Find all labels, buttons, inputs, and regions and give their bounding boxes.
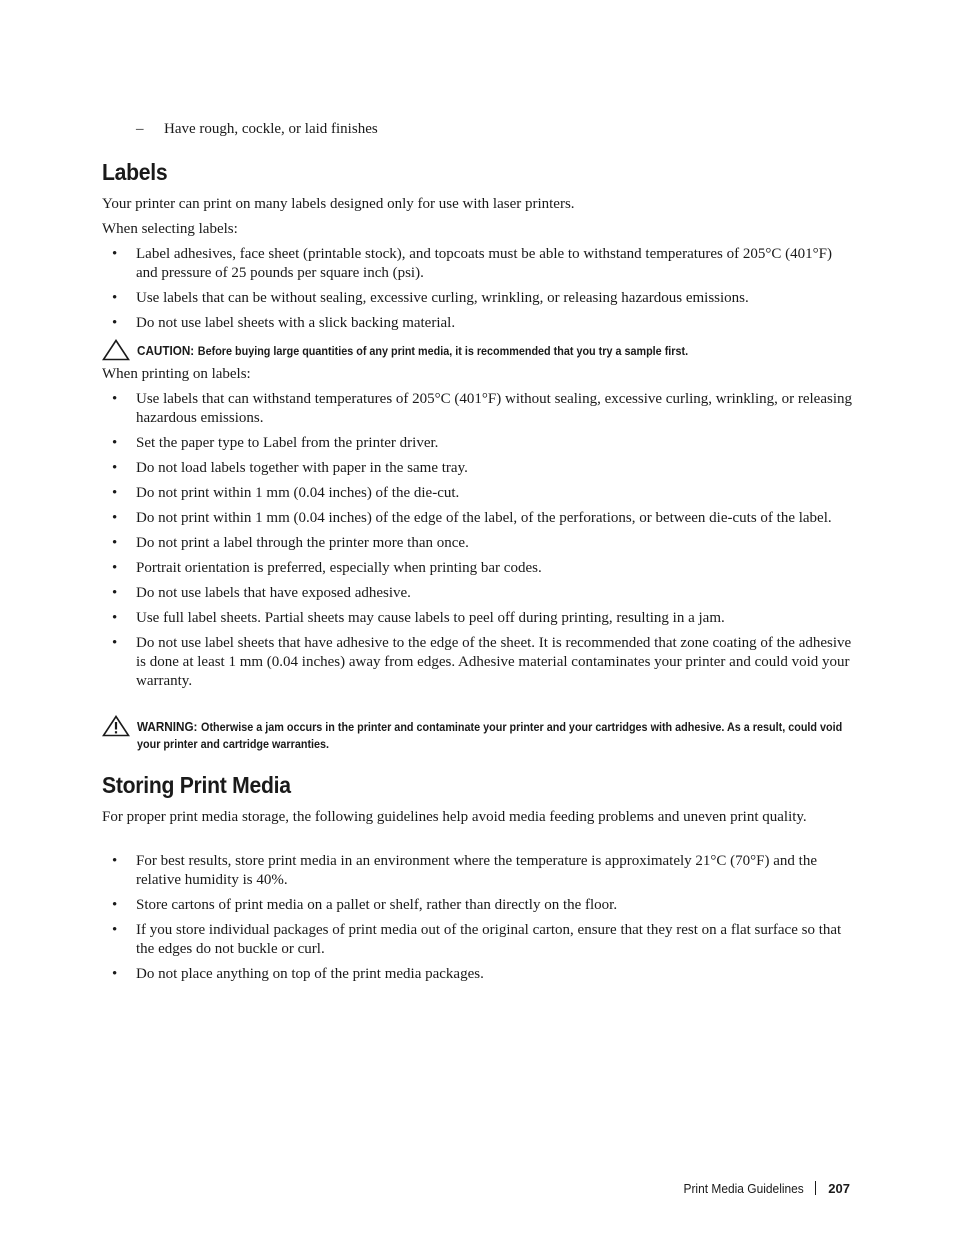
storing-intro: For proper print media storage, the following guidelines help avoid media feeding problems and uneven print quality. <box>102 809 807 825</box>
selecting-lead: When selecting labels: <box>102 221 238 237</box>
storing-list <box>102 852 852 990</box>
caution-label: CAUTION: <box>137 343 195 358</box>
page-footer <box>600 1181 850 1197</box>
list-item: • Do not use label sheets that have adhesive to the edge of the sheet. It is recommended that zone coating of the adhesive is done at least 1 mm (0.04 inches) away from edges. Adhesive material contaminates your printer and could void your warranty. <box>112 635 852 689</box>
list-item: • Use labels that can withstand temperatures of 205°C (401°F) without sealing, excessive curling, wrinkling, or releasing hazardous emissions. <box>112 391 852 426</box>
list-item: • For best results, store print media in an environment where the temperature is approximately 21°C (70°F) and the relative humidity is 40%. <box>112 853 817 888</box>
list-item: • Do not load labels together with paper in the same tray. <box>112 460 468 476</box>
dash-marker: – <box>136 121 144 137</box>
dash-item-text: Have rough, cockle, or laid finishes <box>164 121 378 137</box>
footer-section-title: Print Media Guidelines <box>682 1181 804 1196</box>
list-item: • Label adhesives, face sheet (printable stock), and topcoats must be able to withstand temperatures of 205°C (401°F) and pressure of 25 pounds per square inch (psi). <box>112 246 832 281</box>
list-item: • Do not print a label through the printer more than once. <box>112 535 469 551</box>
labels-intro: Your printer can print on many labels designed only for use with laser printers. <box>102 196 575 212</box>
caution-text: Before buying large quantities of any print media, it is recommended that you try a sample first. <box>197 344 689 358</box>
caution-notice <box>102 342 854 360</box>
list-item: • Do not use labels that have exposed adhesive. <box>112 585 411 601</box>
list-item: • Store cartons of print media on a pallet or shelf, rather than directly on the floor. <box>112 897 618 913</box>
list-item: • Do not print within 1 mm (0.04 inches) of the die-cut. <box>112 485 460 501</box>
selecting-list <box>102 245 852 339</box>
page-number: 207 <box>828 1181 850 1196</box>
printing-list <box>102 390 852 697</box>
list-item: • Set the paper type to Label from the printer driver. <box>112 435 439 451</box>
warning-text: Otherwise a jam occurs in the printer and contaminate your printer and your cartridges with adhesive. As a result, could void your printer and cartridge warranties. <box>137 720 843 751</box>
list-item: • Do not place anything on top of the print media packages. <box>112 966 484 982</box>
warning-label: WARNING: <box>137 719 198 734</box>
list-item: • Use full label sheets. Partial sheets may cause labels to peel off during printing, resulting in a jam. <box>112 610 725 626</box>
list-item: • Do not use label sheets with a slick backing material. <box>112 315 456 331</box>
warning-notice <box>102 718 854 753</box>
list-item: • Use labels that can be without sealing, excessive curling, wrinkling, or releasing hazardous emissions. <box>112 290 749 306</box>
warning-triangle-icon <box>102 715 130 737</box>
caution-triangle-icon <box>102 339 130 361</box>
list-item: • Do not print within 1 mm (0.04 inches) of the edge of the label, of the perforations, or between die-cuts of the label. <box>112 510 832 526</box>
list-item: • If you store individual packages of print media out of the original carton, ensure that they rest on a flat surface so that the edges do not buckle or curl. <box>112 922 842 957</box>
storing-heading: Storing Print Media <box>102 772 291 798</box>
printing-lead: When printing on labels: <box>102 366 251 382</box>
list-item: • Portrait orientation is preferred, especially when printing bar codes. <box>112 560 542 576</box>
footer-separator <box>815 1181 816 1195</box>
labels-heading: Labels <box>102 159 168 185</box>
